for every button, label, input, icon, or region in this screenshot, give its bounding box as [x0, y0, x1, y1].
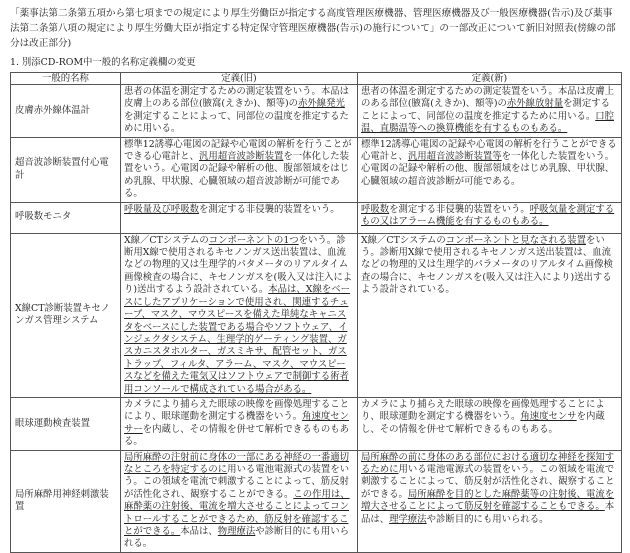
old-definition-cell	[121, 397, 358, 450]
amended-text: 角速度センサー	[124, 411, 350, 435]
generic-name-cell: 呼吸数モニタ	[11, 202, 121, 233]
new-definition-cell	[358, 397, 622, 450]
definition-text: 本品は、	[361, 501, 615, 525]
amended-text: 局所麻酔の注射前に身体の一部にある神経の一番適切なところを特定するのに	[124, 451, 350, 475]
definition-text: を一体化した装置をいう。心電図の記録や解析の他、腹部領域をはじめ乳腺、甲状腺、心臓領域の超音波診断が可能である。	[361, 151, 615, 187]
definition-text: や診断目的にも用いられる。	[124, 526, 350, 550]
amended-text: コンポーネントの1つ	[208, 234, 299, 246]
amended-text: 角速度センサ	[520, 411, 577, 423]
amended-text: 理学療法	[389, 513, 427, 525]
amended-text: 赤外線放射量	[506, 98, 564, 110]
definition-text: を測定することによって、同部位の温度を推定するために用いる。	[361, 98, 611, 122]
new-definition-cell	[358, 450, 622, 552]
old-definition-cell	[121, 233, 358, 397]
definition-text: X線／CTシステムの	[124, 234, 209, 246]
section-heading: 1. 別添CD-ROM中一般的名称定義欄の変更	[10, 57, 196, 68]
old-definition-cell	[121, 85, 358, 138]
definition-text: カメラにより捕らえた眼球の映像を画像処理することにより、眼球運動を測定する機器をいう。	[361, 398, 605, 423]
table-row	[11, 202, 622, 233]
new-definition-cell	[358, 233, 622, 397]
table-row	[11, 397, 622, 450]
new-definition-cell	[358, 85, 622, 138]
amended-text: 局所麻酔を目的とした麻酔薬等の注射後、電流を増大させることによって筋反射を確認することもできる。	[361, 488, 615, 513]
new-definition-cell	[358, 202, 622, 233]
comparison-table	[10, 72, 622, 553]
definition-text: 用いる電池電源式の装置をいう。この領域を電流で刺激することによって、筋反射が活性化され、観察することができる。	[124, 463, 350, 500]
definition-text: や診断目的にも用いられる。	[426, 513, 549, 525]
definition-text: を測定する非侵襲的装置をいう。	[199, 203, 340, 215]
amended-text: 口腔温、直腸温等への換算機能を有するものもある。	[361, 110, 614, 135]
generic-name-cell: 眼球運動検査装置	[11, 397, 121, 450]
amended-text: 本品は、X線をベースにしたアプリケーションで使用され、関連するチューブ、マスク、マウスピースを備えた単純なキャニスタをベースにした装置である場合やソフトウェア、インジェクタシステム、生理学的ゲーティング装置、ガスカニスタホルター、ガスミキサ、配管セット、ガストラップ、フィルタ、アラーム、マスク、マウスピースなどを備えた電気又はソフトウェアで制御する術者用コンソールで構成されている場合がある。	[124, 284, 350, 395]
amended-text: この作用は、麻酔薬の注射後、電流を増大させることによってコントロールすることができるため、筋反射を確認することができる。	[124, 488, 350, 537]
table-row	[11, 233, 622, 397]
generic-name-cell: 皮膚赤外線体温計	[11, 85, 121, 138]
old-definition-cell	[121, 450, 358, 552]
definition-text: を測定する非侵襲的装置をいう。	[389, 203, 530, 215]
header-new-definition: 定義(新)	[358, 73, 622, 85]
definition-text: を内蔵し、その情報を併せて解析できるものもある。	[124, 423, 350, 448]
amended-text: 汎用超音波診断装置等	[407, 151, 502, 163]
definition-text: 標準12誘導心電図の記録や心電図の解析を行うことができる心電計と、	[361, 138, 617, 163]
definition-text: 標準12誘導心電図の記録や心電図の解析を行うことができる心電計と、	[124, 138, 352, 163]
amended-text: 呼吸数	[361, 203, 390, 215]
amended-text: 呼吸気量を測定するもの又はアラーム機能を有するものもある。	[361, 203, 615, 228]
amended-text: コンポーネントと見なされる装置	[445, 234, 586, 246]
old-definition-cell	[121, 137, 358, 202]
definition-text: 患者の体温を測定するための測定装置をいう。本品は皮膚上のある部位(腋窩(えきか)、額等)の	[361, 86, 615, 110]
table-row	[11, 85, 622, 138]
generic-name-cell: 超音波診断装置付心電計	[11, 137, 121, 202]
document-title: 「薬事法第二条第五項から第七項までの規定により厚生労働臣が指定する高度管理医療機器、管理医療機器及び一般医療機器(告示)及び薬事法第二条第八項の規定により厚生労働大臣が指定する特定保守管理医療機器(告示)の施行について」の一部改正について新旧対照表(傍線の部分は改正部分)	[10, 8, 616, 49]
definition-text: 患者の体温を測定するための測定装置をいう。本品は皮膚上のある部位(腋窩(えきか)、額等)の	[124, 86, 350, 110]
definition-text: を内蔵し、その情報を併せて解析できるものもある。	[361, 411, 605, 435]
definition-text: をいう。診断用X線で使用されるキセノンガス送出装置は、血流などの物理的又は生理学的パタメータのリアルタイム画像検査の場合に、キセノンガスを(吸入又は注入により)送出するよう設計されている。	[124, 234, 353, 296]
definition-text: を測定することによって、同部位の温度を推定するために用いる。	[124, 110, 349, 135]
amended-text: 汎用超音波診断装置	[199, 151, 284, 163]
definition-text: を一体化した装置をいう。心電図の記録や解析の他、腹部領域をはじめ乳腺、甲状腺、心臓領域の超音波診断が可能である。	[124, 151, 350, 200]
amended-text: 局所麻酔の前に身体のある部位における適切な神経を探知するために	[361, 451, 615, 475]
header-old-definition: 定義(旧)	[121, 73, 358, 85]
new-definition-cell	[358, 137, 622, 202]
amended-text: 呼吸量及び呼吸数	[124, 203, 200, 215]
header-name: 一般的名称	[11, 73, 121, 85]
definition-text: カメラにより捕らえた眼球の映像を画像処理することにより、眼球運動を測定する機器をいう。	[124, 398, 350, 423]
table-row	[11, 450, 622, 552]
definition-text: 本品は、	[180, 526, 218, 537]
old-definition-cell	[121, 202, 358, 233]
amended-text: 物理療法	[217, 526, 256, 537]
definition-text: 用いる電池電源式の装置をいう。この領域を電流で刺激することによって、筋反射が活性化され、観察することができる。	[361, 463, 615, 500]
generic-name-cell: 局所麻酔用神経刺激装置	[11, 450, 121, 552]
definition-text: をいう。診断用X線で使用されるキセノンガス送出装置は、血流などの物理的又は生理学的パラメータのリアルタイム画像検査の場合に、キセノンガスを(吸入又は注入により)送出するよう設計されている。	[361, 234, 613, 296]
definition-text: X線／CTシステムの	[361, 234, 446, 246]
table-row	[11, 137, 622, 202]
amended-text: 赤外線発光	[298, 98, 345, 110]
generic-name-cell: X線CT診断装置キセノンガス管理システム	[11, 233, 121, 397]
table-header-row	[11, 73, 622, 85]
